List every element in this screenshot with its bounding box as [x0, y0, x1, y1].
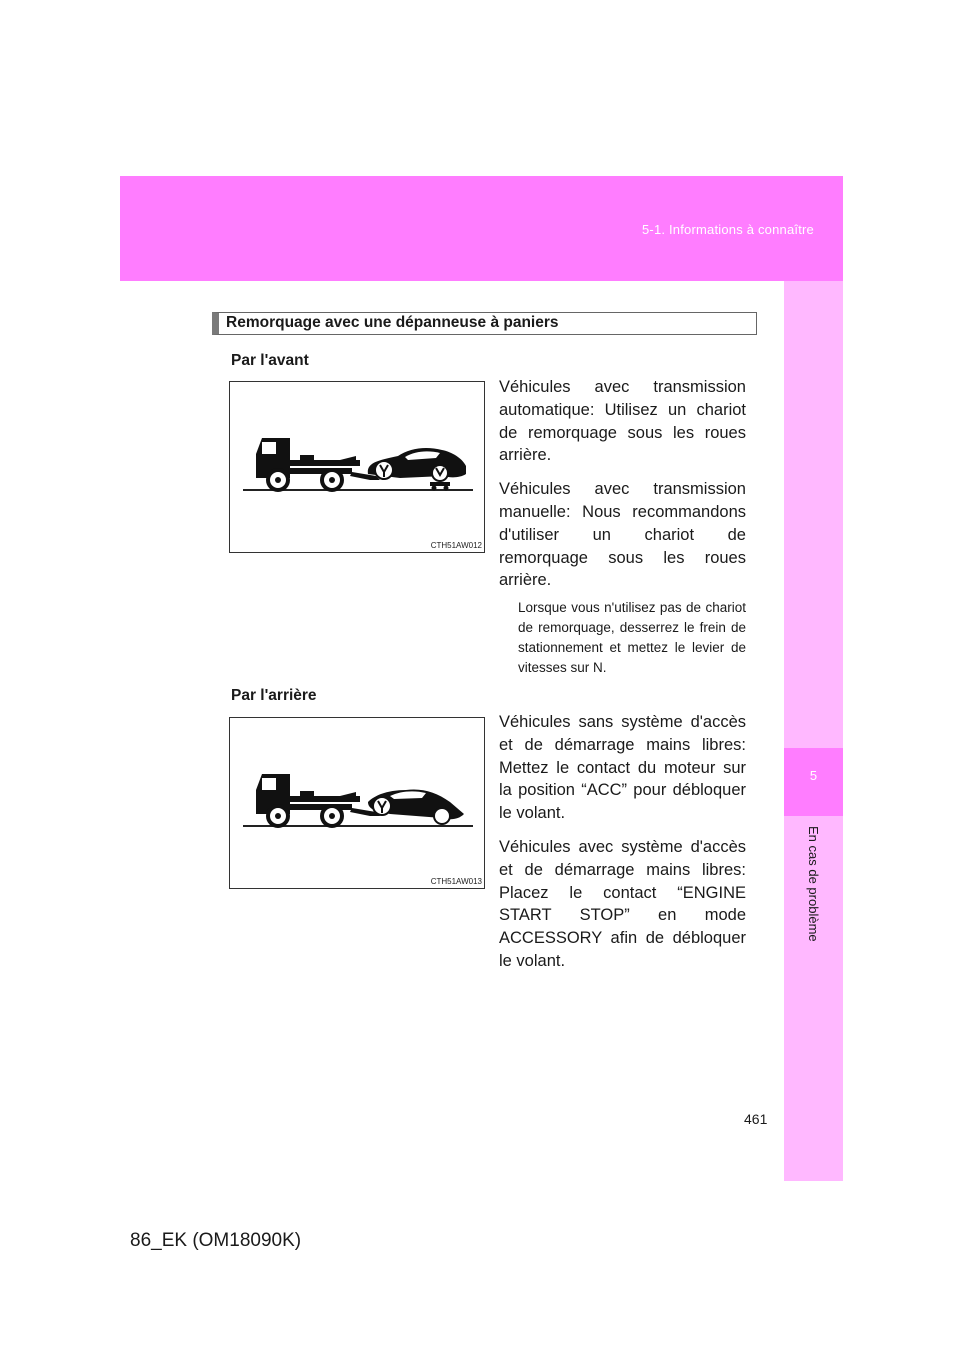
rear-paragraph-smart-key: Véhicules avec système d'accès et de démarrage mains libres: Placez le contact “ENGINE START STOP” en mode ACCESSORY afin de débloquer le volant.: [499, 837, 746, 970]
subheading-front: Par l'avant: [231, 352, 309, 369]
rear-text-column: [499, 711, 746, 984]
section-title: Remorquage avec une dépanneuse à paniers: [226, 314, 559, 331]
chapter-label: [784, 826, 843, 966]
header-section-label: 5-1. Informations à connaître: [641, 222, 814, 237]
chapter-number: 5: [809, 768, 818, 783]
front-note: Lorsque vous n'utilisez pas de chariot de remorquage, desserrez le frein de stationnement et mettez le levier de vitesses sur N.: [518, 600, 746, 675]
front-paragraph-manual: Véhicules avec transmission manuelle: Nous recommandons d'utiliser un chariot de remorquage sous les roues arrière.: [499, 480, 746, 590]
figure-rear-tow: [229, 717, 485, 889]
page-number: 461: [744, 1111, 768, 1127]
tow-truck-front-illustration: [230, 382, 484, 552]
document-code: 86_EK (OM18090K): [130, 1230, 302, 1251]
figure-code-rear: CTH51AW013: [430, 877, 482, 886]
front-paragraph-automatic: Véhicules avec transmission automatique: Utilisez un chariot de remorquage sous les roues arrière.: [499, 378, 746, 465]
chapter-title: En cas de problème: [806, 826, 821, 942]
side-strip: [784, 281, 843, 1181]
rear-paragraph-no-smart-key: Véhicules sans système d'accès et de démarrage mains libres: Mettez le contact du moteur sur la position “ACC” pour débloquer le volant.: [499, 713, 746, 823]
front-text-column: [499, 376, 746, 603]
figure-front-tow: [229, 381, 485, 553]
tow-truck-rear-illustration: [230, 718, 484, 888]
figure-code-front: CTH51AW012: [430, 541, 482, 550]
subheading-rear: Par l'arrière: [231, 687, 317, 704]
